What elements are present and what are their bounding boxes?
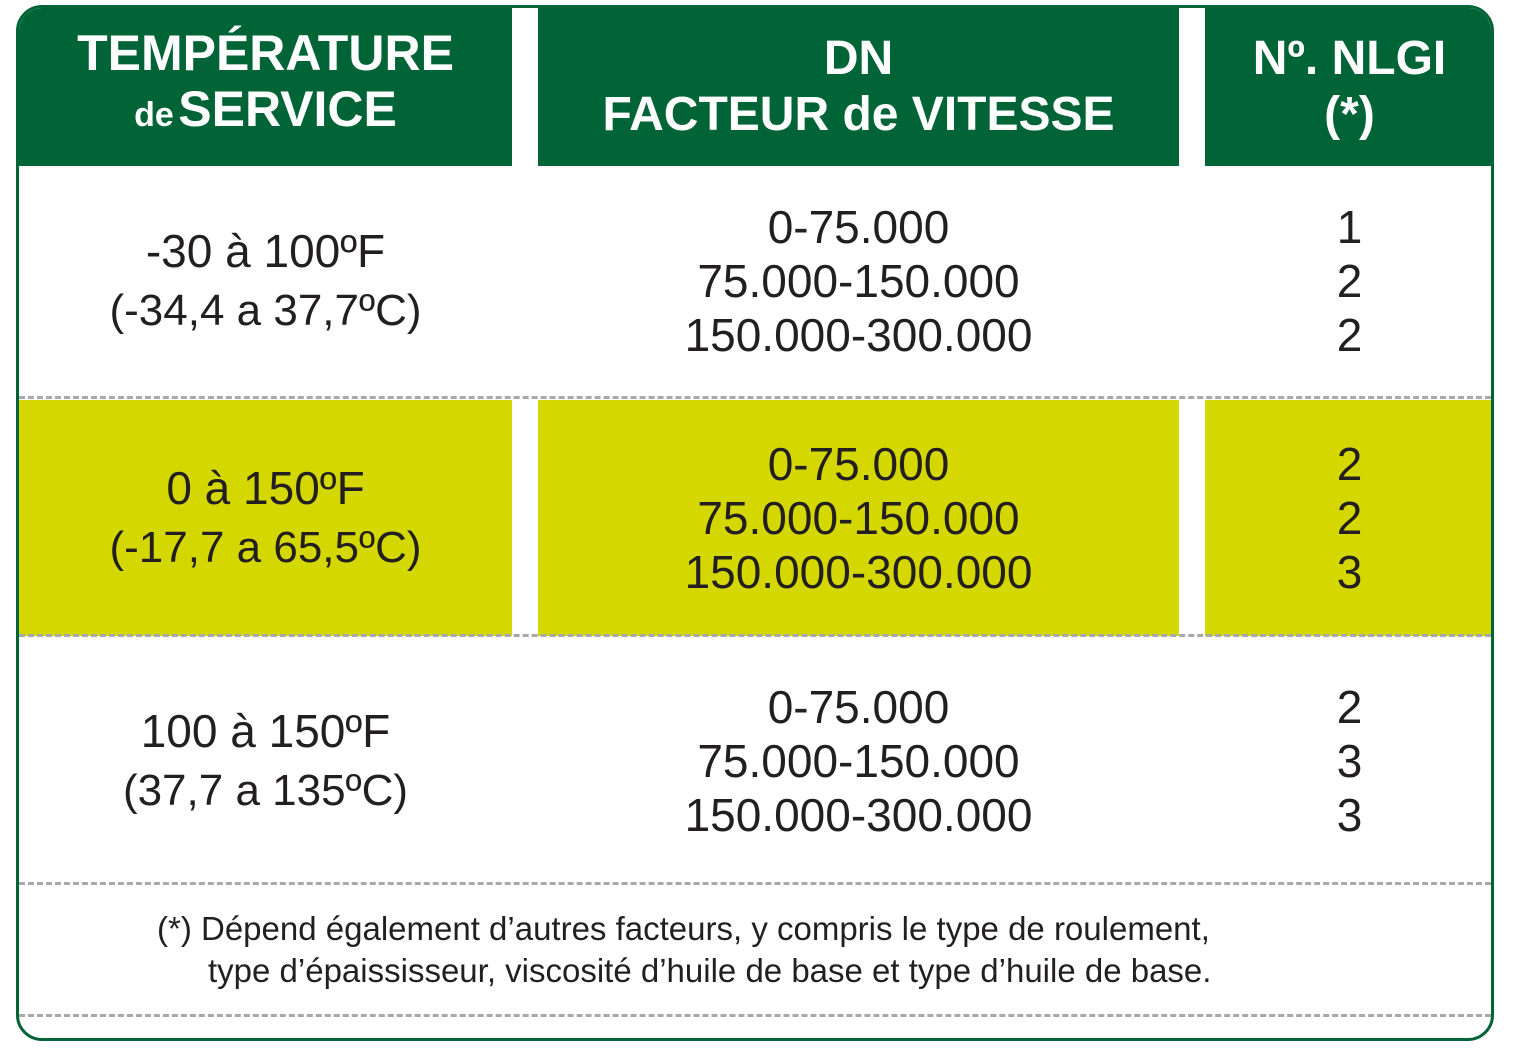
dn-cell bbox=[538, 400, 1179, 636]
dn-range: 75.000-150.000 bbox=[697, 735, 1020, 787]
bottom-divider bbox=[19, 1014, 1491, 1017]
temperature-cell bbox=[19, 166, 512, 396]
row-divider bbox=[19, 634, 1491, 637]
nlgi-value: 2 bbox=[1336, 681, 1363, 733]
header-nlgi-line2: (*) bbox=[1324, 88, 1375, 141]
header-temperature-line1: TEMPÉRATURE bbox=[77, 24, 454, 81]
nlgi-value: 3 bbox=[1336, 546, 1363, 598]
header-temperature-line2-wrap bbox=[134, 81, 397, 150]
nlgi-cell bbox=[1205, 166, 1494, 396]
header-dn bbox=[538, 8, 1179, 166]
dn-range: 150.000-300.000 bbox=[684, 546, 1033, 598]
temperature-c: (-17,7 a 65,5ºC) bbox=[109, 523, 422, 572]
dn-range: 150.000-300.000 bbox=[684, 789, 1033, 841]
row-divider bbox=[19, 396, 1491, 399]
nlgi-value: 2 bbox=[1336, 438, 1363, 490]
nlgi-value: 3 bbox=[1336, 789, 1363, 841]
temperature-f: 100 à 150ºF bbox=[140, 705, 391, 757]
temperature-c: (-34,4 a 37,7ºC) bbox=[109, 286, 422, 335]
temperature-f: 0 à 150ºF bbox=[166, 462, 365, 514]
temperature-f: -30 à 100ºF bbox=[145, 225, 386, 277]
header-temperature-line2: SERVICE bbox=[178, 80, 397, 137]
lubrication-table bbox=[16, 5, 1494, 1041]
header-temperature-prefix: de bbox=[134, 95, 174, 134]
dn-cell bbox=[538, 638, 1179, 884]
header-temperature bbox=[19, 8, 512, 166]
temperature-cell bbox=[19, 400, 512, 636]
footnote-line1: (*) Dépend également d’autres facteurs, y compris le type de roulement, bbox=[157, 910, 1210, 947]
table-row-highlighted bbox=[19, 400, 1491, 636]
dn-range: 75.000-150.000 bbox=[697, 492, 1020, 544]
nlgi-cell bbox=[1205, 638, 1494, 884]
footnote-line2: type d’épaississeur, viscosité d’huile de base et type d’huile de base. bbox=[208, 952, 1212, 989]
nlgi-value: 2 bbox=[1336, 492, 1363, 544]
header-dn-line2: FACTEUR de VITESSE bbox=[602, 88, 1115, 141]
dn-range: 0-75.000 bbox=[767, 201, 950, 253]
temperature-cell bbox=[19, 638, 512, 884]
nlgi-value: 2 bbox=[1336, 255, 1363, 307]
temperature-c: (37,7 a 135ºC) bbox=[122, 766, 409, 815]
row-divider bbox=[19, 882, 1491, 885]
header-nlgi bbox=[1205, 8, 1494, 166]
dn-range: 0-75.000 bbox=[767, 681, 950, 733]
nlgi-value: 1 bbox=[1336, 201, 1363, 253]
nlgi-cell bbox=[1205, 400, 1494, 636]
dn-range: 150.000-300.000 bbox=[684, 309, 1033, 361]
dn-range: 0-75.000 bbox=[767, 438, 950, 490]
table-row bbox=[19, 638, 1491, 884]
dn-cell bbox=[538, 166, 1179, 396]
header-nlgi-line1: Nº. NLGI bbox=[1252, 32, 1447, 85]
footnote bbox=[19, 888, 1491, 1012]
header-dn-line1: DN bbox=[823, 32, 894, 85]
table-row bbox=[19, 166, 1491, 396]
dn-range: 75.000-150.000 bbox=[697, 255, 1020, 307]
nlgi-value: 2 bbox=[1336, 309, 1363, 361]
nlgi-value: 3 bbox=[1336, 735, 1363, 787]
